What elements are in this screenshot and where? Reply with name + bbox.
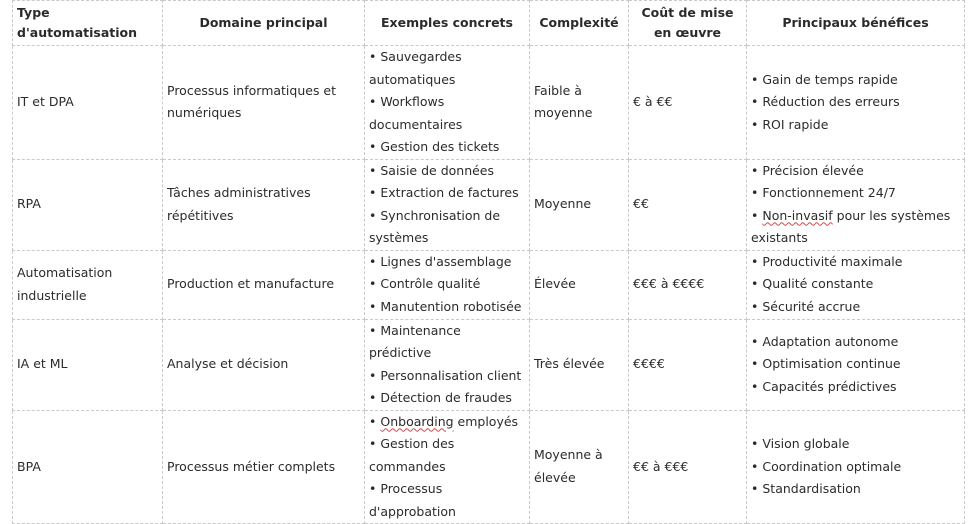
cell-cost: €€ [629, 159, 747, 250]
cell-benefits [747, 410, 965, 524]
cell-examples [365, 46, 530, 160]
cell-type: IT et DPA [13, 46, 163, 160]
list-item: • Extraction de factures [369, 182, 525, 205]
list-item: • Sécurité accrue [751, 296, 960, 319]
cell-type: RPA [13, 159, 163, 250]
cell-complexity: Moyenne à élevée [530, 410, 629, 524]
list-item: • Réduction des erreurs [751, 91, 960, 114]
list-item: • Gestion des tickets [369, 136, 525, 159]
list-item: • Gestion des commandes [369, 433, 525, 478]
list-item: • Productivité maximale [751, 251, 960, 274]
table-row [13, 159, 965, 250]
list-item [751, 205, 960, 250]
cell-complexity: Élevée [530, 250, 629, 319]
header-examples: Exemples concrets [365, 1, 530, 46]
cell-benefits [747, 319, 965, 410]
list-item: • Coordination optimale [751, 456, 960, 479]
spellcheck-word: Non-invasif [762, 207, 833, 223]
list-item: • Contrôle qualité [369, 273, 525, 296]
cell-examples [365, 319, 530, 410]
list-item: • Saisie de données [369, 160, 525, 183]
cell-domain: Processus métier complets [163, 410, 365, 524]
cell-benefits [747, 159, 965, 250]
header-cost: Coût de mise en œuvre [629, 1, 747, 46]
header-domain: Domaine principal [163, 1, 365, 46]
cell-complexity: Faible à moyenne [530, 46, 629, 160]
cell-type: IA et ML [13, 319, 163, 410]
list-item-text: employés [453, 413, 519, 429]
list-item: • Standardisation [751, 478, 960, 501]
cell-complexity: Moyenne [530, 159, 629, 250]
table-row [13, 46, 965, 160]
cell-examples [365, 159, 530, 250]
cell-examples [365, 410, 530, 524]
list-item: • Sauvegardes automatiques [369, 46, 525, 91]
list-item: • Qualité constante [751, 273, 960, 296]
table-row [13, 410, 965, 524]
header-benefits: Principaux bénéfices [747, 1, 965, 46]
list-item: • Workflows documentaires [369, 91, 525, 136]
spellcheck-word: Onboarding [380, 413, 454, 429]
table-row [13, 250, 965, 319]
cell-domain: Tâches administratives répétitives [163, 159, 365, 250]
list-item: • Gain de temps rapide [751, 69, 960, 92]
cell-benefits [747, 250, 965, 319]
list-item: • Maintenance prédictive [369, 320, 525, 365]
cell-complexity: Très élevée [530, 319, 629, 410]
list-item: • Adaptation autonome [751, 331, 960, 354]
list-item: • Fonctionnement 24/7 [751, 182, 960, 205]
list-item: • Lignes d'assemblage [369, 251, 525, 274]
list-item: • Synchronisation de systèmes [369, 205, 525, 250]
table-header-row [13, 1, 965, 46]
cell-cost: €€€ à €€€€ [629, 250, 747, 319]
list-item: • Vision globale [751, 433, 960, 456]
header-type: Type d'automatisation [13, 1, 163, 46]
cell-cost: € à €€ [629, 46, 747, 160]
list-item-text: pour les systèmes existants [751, 207, 951, 245]
header-complexity: Complexité [530, 1, 629, 46]
list-item: • Processus d'approbation [369, 478, 525, 523]
list-item: • Précision élevée [751, 160, 960, 183]
cell-cost: €€ à €€€ [629, 410, 747, 524]
list-item: • Détection de fraudes [369, 387, 525, 410]
list-item: • ROI rapide [751, 114, 960, 137]
list-item: • Capacités prédictives [751, 376, 960, 399]
automation-comparison-table [12, 0, 965, 524]
cell-domain: Production et manufacture [163, 250, 365, 319]
list-item: • Personnalisation client [369, 365, 525, 388]
cell-type: BPA [13, 410, 163, 524]
table-row [13, 319, 965, 410]
cell-benefits [747, 46, 965, 160]
list-item: • Manutention robotisée [369, 296, 525, 319]
cell-domain: Analyse et décision [163, 319, 365, 410]
list-item: • Optimisation continue [751, 353, 960, 376]
cell-cost: €€€€ [629, 319, 747, 410]
cell-examples [365, 250, 530, 319]
list-item [369, 411, 525, 434]
cell-type: Automatisation industrielle [13, 250, 163, 319]
cell-domain: Processus informatiques et numériques [163, 46, 365, 160]
